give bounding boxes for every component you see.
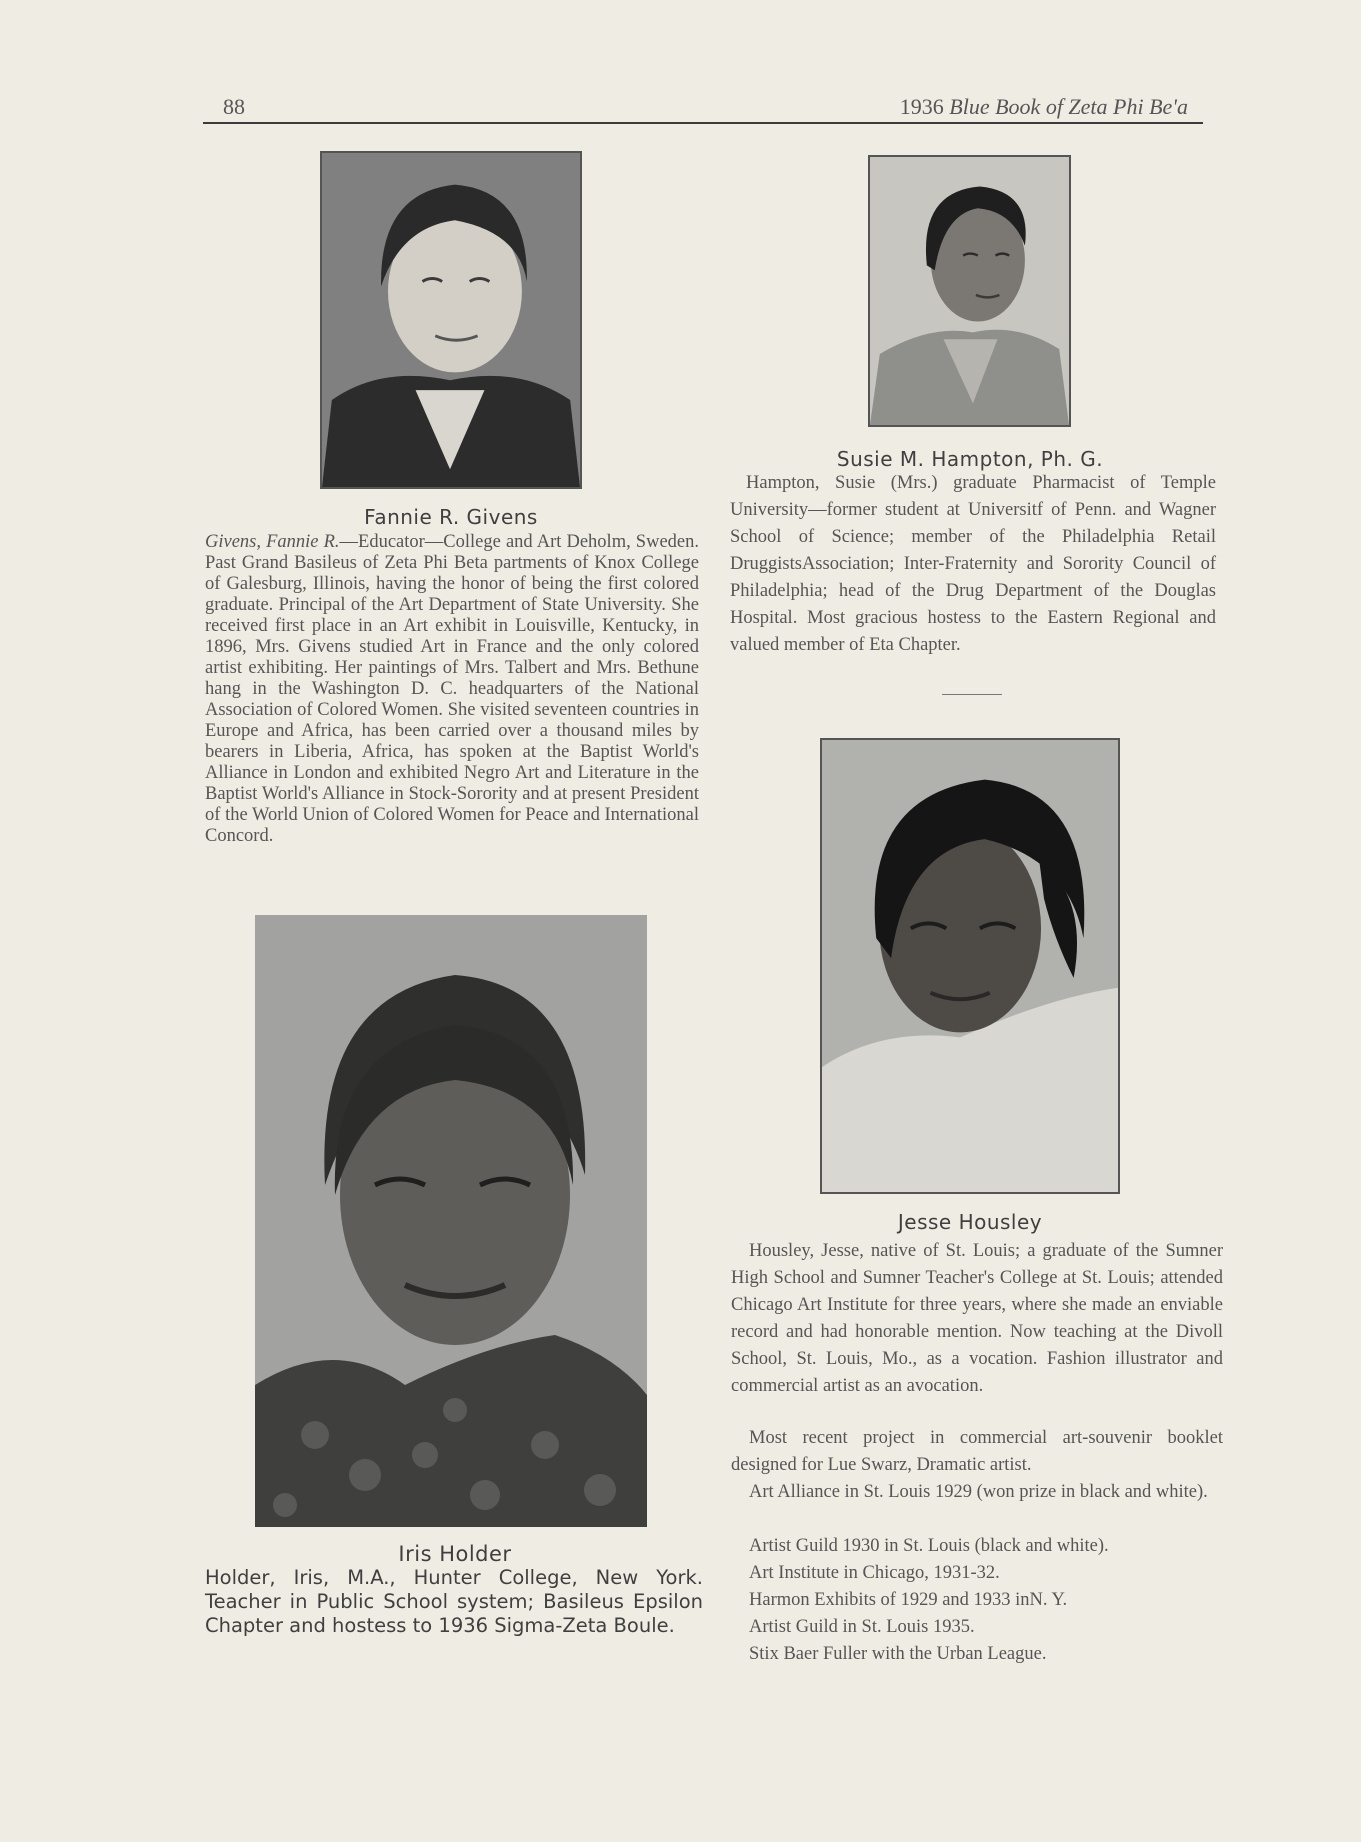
hampton-bio: Hampton, Susie (Mrs.) graduate Pharmacist of Temple University—former student at Universitf of Penn. and Wagner School of Science; member of the Philadelphia Retail DruggistsAssociation; Inter-Fraternity and Sorority Council of Philadelphia; head of the Drug Department of the Douglas Hospital. Most gracious hostess to the Eastern Regional and valued member of Eta Chapter. (730, 473, 1216, 655)
housley-paragraph-2: Most recent project in commercial art-souvenir booklet designed for Lue Swarz, Dramatic artist. (731, 1428, 1223, 1475)
givens-caption: Fannie R. Givens (364, 505, 538, 529)
list-item: Artist Guild 1930 in St. Louis (black and white). (749, 1536, 1109, 1556)
housley-caption: Jesse Housley (897, 1210, 1043, 1234)
givens-bio (205, 532, 699, 847)
holder-bio: Holder, Iris, M.A., Hunter College, New York. Teacher in Public School system; Basileus Epsilon Chapter and hostess to 1936 Sigma-Zeta Boule. (205, 1566, 703, 1637)
running-title-book: Blue Book of Zeta Phi Be'a (949, 94, 1188, 119)
givens-bio-text: —Educator—College and Art Deholm, Sweden. Past Grand Basileus of Zeta Phi Beta partments of Knox College of Galesburg, Illinois, having the honor of being the first colored graduate. Principal of the Art Department of State University. She received first place in an Art exhibit in Louisville, Kentucky, in 1896, Mrs. Givens studied Art in France and the only colored artist exhibiting. Her paintings of Mrs. Talbert and Mrs. Bethune hang in the Washington D. C. headquarters of the National Association of Colored Women. She visited seventeen countries in Europe and Africa, has been carried over a thousand miles by bearers in Liberia, Africa, has spoken at the Baptist World's Alliance in London and exhibited Negro Art and Literature in the Baptist World's Alliance in Stock-Sorority and at present President of the World Union of Colored Women for Peace and International Concord. (205, 532, 700, 846)
running-title (900, 94, 1188, 120)
housley-exhibit-list (731, 1533, 1223, 1668)
housley-paragraph-3: Art Alliance in St. Louis 1929 (won prize in black and white). (749, 1482, 1208, 1502)
holder-caption: Iris Holder (398, 1542, 512, 1566)
page-number: 88 (223, 94, 245, 119)
housley-portrait-photo (820, 738, 1120, 1194)
housley-paragraph-1: Housley, Jesse, native of St. Louis; a graduate of the Sumner High School and Sumner Teacher's College at St. Louis; attended Chicago Art Institute for three years, where she made an enviable record and had honorable mention. Now teaching at the Divoll School, St. Louis, Mo., as a vocation. Fashion illustrator and commercial artist as an avocation. (731, 1241, 1223, 1396)
givens-portrait-photo (320, 151, 582, 489)
list-item: Artist Guild in St. Louis 1935. (749, 1617, 975, 1637)
givens-bio-lead: Givens, Fannie R. (205, 532, 340, 552)
list-item: Art Institute in Chicago, 1931-32. (749, 1563, 1000, 1583)
list-item: Stix Baer Fuller with the Urban League. (749, 1644, 1047, 1664)
section-divider (942, 694, 1002, 695)
page-header (203, 92, 1203, 124)
list-item: Harmon Exhibits of 1929 and 1933 inN. Y. (749, 1590, 1068, 1610)
hampton-portrait-photo (868, 155, 1071, 427)
holder-portrait-photo (255, 915, 647, 1527)
hampton-caption: Susie M. Hampton, Ph. G. (836, 447, 1104, 471)
running-title-year: 1936 (899, 94, 944, 119)
